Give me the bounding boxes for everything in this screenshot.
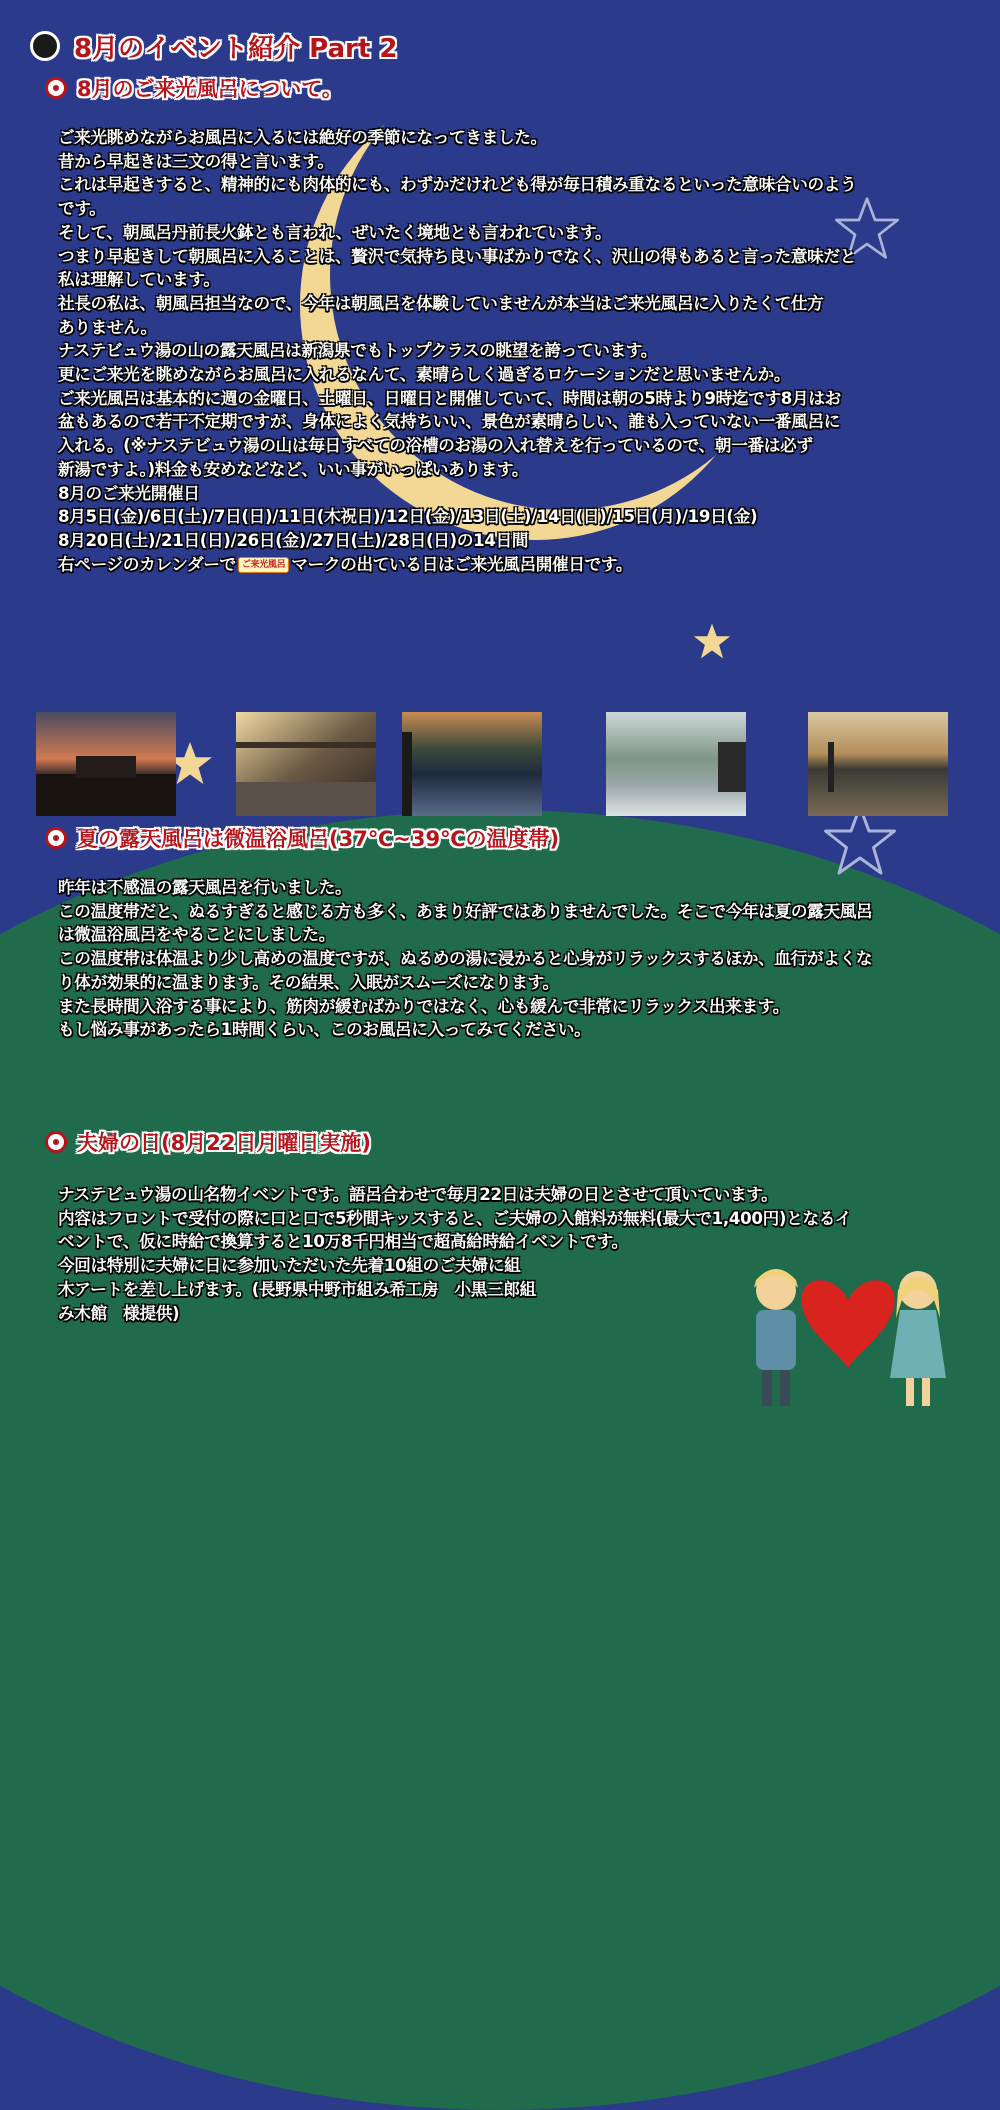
sunrise-photo [36,712,176,816]
text-line: この温度帯だと、ぬるすぎると感じる方も多く、あまり好評ではありませんでした。そこで今年は夏の露天風呂 [58,901,873,921]
text-line: 入れる。(※ナステビュウ湯の山は毎日すべての浴槽のお湯の入れ替えを行っているので、朝一番は必ず [58,436,813,456]
text-line: 内容はフロントで受付の際に口と口で5秒間キッスすると、ご夫婦の入館料が無料(最大で1,400円)となるイ [58,1208,852,1228]
section-heading-text: 夏の露天風呂は微温浴風呂(37℃~39℃の温度帯) [77,827,560,851]
text-line: つまり早起きして朝風呂に入ることは、贅沢で気持ち良い事ばかりでなく、沢山の得もあると言った意味だと [58,246,857,266]
section-heading-text: 夫婦の日(8月22日月曜日実施) [77,1131,372,1155]
star-icon [692,622,732,660]
text-line: 8月のご来光開催日 [58,483,200,503]
sunrise-photo [236,712,376,816]
text-line: 新湯ですよ。)料金も安めなどなど、いい事がいっぱいあります。 [58,459,529,479]
text-line: また長時間入浴する事により、筋肉が緩むばかりではなく、心も緩んで非常にリラックス出来ます。 [58,996,790,1016]
text-line: 木アートを差し上げます。(長野県中野市組み希工房 小黒三郎組 [58,1279,536,1299]
text-line: そして、朝風呂丹前長火鉢とも言われ、ぜいたく境地とも言われています。 [58,222,612,242]
section-heading-couples-day [45,1127,371,1157]
text-line: ご来光眺めながらお風呂に入るには絶好の季節になってきました。 [58,128,547,147]
text-line: 今回は特別に夫婦に日に参加いただいた先着10組のご夫婦に組 [58,1256,521,1276]
text-line: ベントで、仮に時給で換算すると10万8千円相当で超高給時給イベントです。 [58,1232,628,1252]
sunrise-photo [606,712,746,816]
text-line: 社長の私は、朝風呂担当なので、今年は朝風呂を体験していませんが本当はご来光風呂に入りたくて仕方 [58,293,824,313]
text-line: 私は理解しています。 [58,270,220,290]
section-heading-text: 8月のご来光風呂について。 [77,77,343,101]
page-title [30,28,397,64]
text-line: 8月5日(金)/6日(土)/7日(日)/11日(木祝日)/12日(金)/13日(土)/14日(日)/15日(月)/19日(金) [58,507,758,527]
sunrise-bath-badge: ご来光風呂 [238,557,290,573]
lukewarm-bath-text [58,876,983,1042]
text-line: ご来光風呂は基本的に週の金曜日、土曜日、日曜日と開催していて、時間は朝の5時より9時迄です8月はお [58,388,841,408]
page-title-text: 8月のイベント紹介 Part 2 [74,33,398,64]
text-line: 昔から早起きは三文の得と言います。 [58,151,334,171]
text-line: 更にご来光を眺めながらお風呂に入れるなんて、素晴らしく過ぎるロケーションだと思いませんか。 [58,365,791,385]
text-line: もし悩み事があったら1時間くらい、このお風呂に入ってみてください。 [58,1020,591,1040]
text-line: 盆もあるので若干不定期ですが、身体によく気持ちいい、景色が素晴らしい、誰も入っていない一番風呂に [58,412,841,432]
target-icon [45,1131,67,1153]
sunrise-photo [402,712,542,816]
text-line: 昨年は不感温の露天風呂を行いました。 [58,878,352,897]
section-heading-lukewarm-bath [45,823,559,853]
target-icon [45,77,67,99]
calendar-note-before: 右ページのカレンダーで [58,554,236,574]
section-heading-sunrise-bath [45,73,343,103]
sunrise-bath-text [58,126,983,576]
text-line: ナステビュウ湯の山名物イベントです。語呂合わせで毎月22日は夫婦の日とさせて頂いています。 [58,1185,778,1204]
calendar-note-after: マークの出ている日はご来光風呂開催日です。 [291,554,633,574]
text-line: これは早起きすると、精神的にも肉体的にも、わずかだけれども得が毎日積み重なるといった意味合いのよう [58,175,857,195]
text-line: み木館 様提供) [58,1303,180,1323]
text-line: は微温浴風呂をやることにしました。 [58,925,335,945]
calendar-note [58,553,983,577]
text-line: この温度帯は体温より少し高めの温度ですが、ぬるめの湯に浸かると心身がリラックスするほか、血行がよくな [58,949,873,969]
text-line: ありません。 [58,317,157,337]
text-line: 8月20日(土)/21日(日)/26日(金)/27日(土)/28日(日)の14日間 [58,530,529,550]
sunrise-photo [808,712,948,816]
bullet-icon [30,31,60,61]
text-line: り体が効果的に温まります。その結果、入眠がスムーズになります。 [58,972,559,992]
text-line: です。 [58,199,106,219]
target-icon [45,827,67,849]
couple-illustration [738,1260,958,1410]
text-line: ナステビュウ湯の山の露天風呂は新潟県でもトップクラスの眺望を誇っています。 [58,341,658,361]
